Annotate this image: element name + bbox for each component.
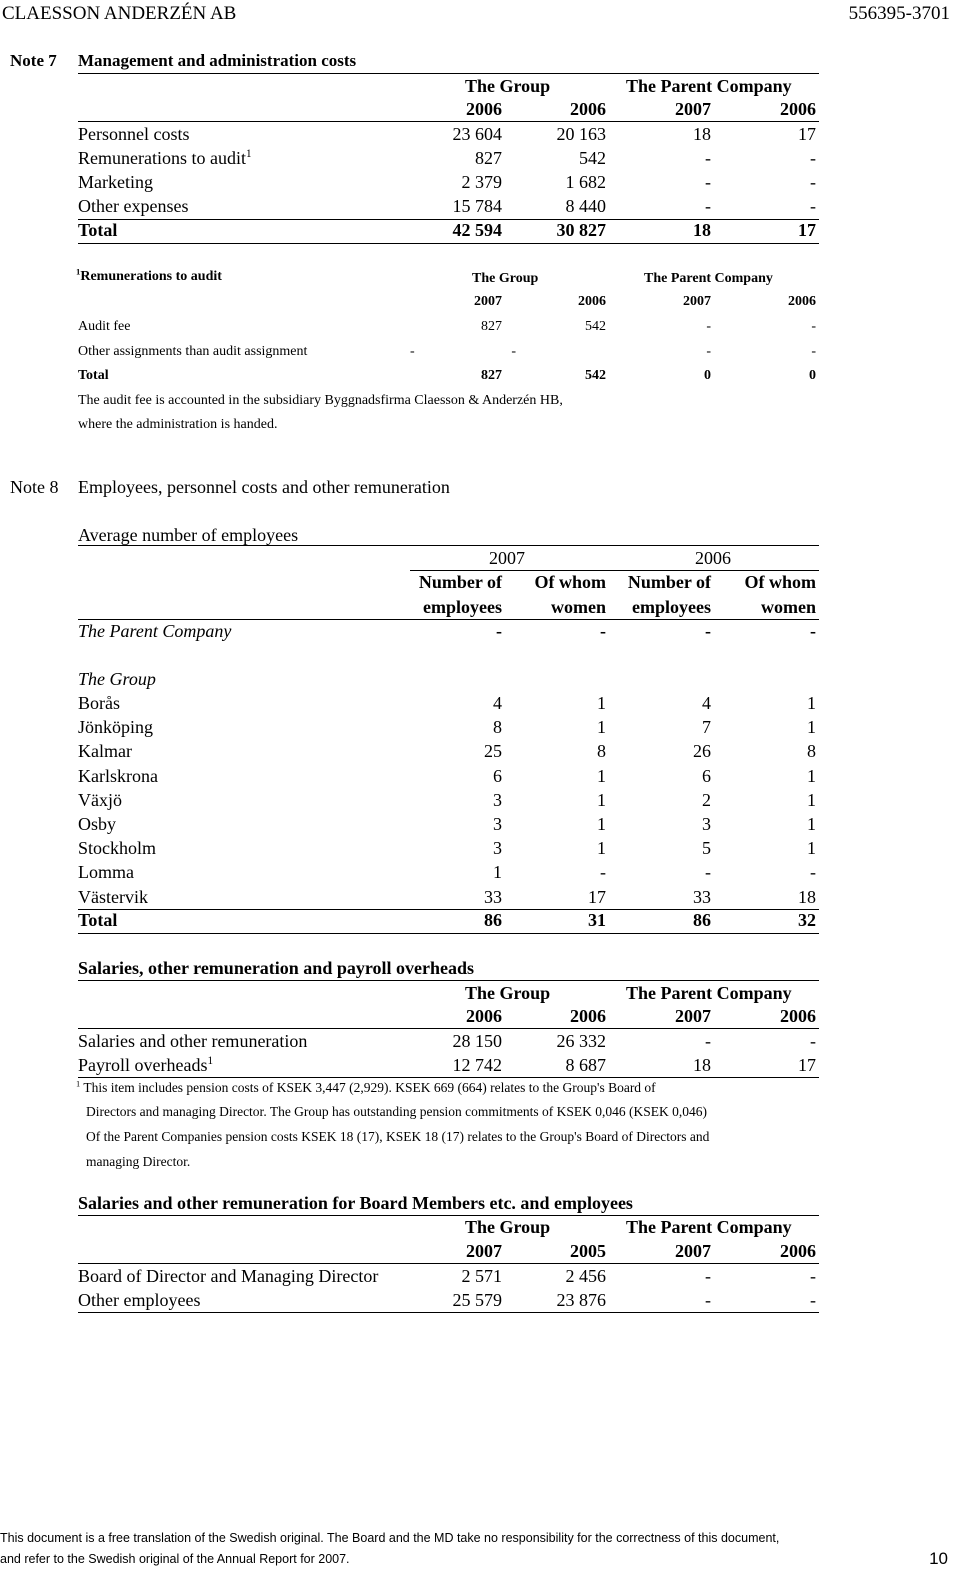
cell: 23 876 xyxy=(556,1290,606,1310)
row-label: Other assignments than audit assignment xyxy=(78,344,308,359)
cell: 1 682 xyxy=(565,172,606,192)
cell: 18 xyxy=(693,124,711,144)
cell: 542 xyxy=(585,368,606,383)
cell: 827 xyxy=(481,319,502,334)
employees-year-2006: 2006 xyxy=(695,548,731,568)
audit-group-heading: The Group xyxy=(472,271,539,286)
audit-note-line: where the administration is handed. xyxy=(78,417,278,432)
cell: 0 xyxy=(809,368,816,383)
cell: 827 xyxy=(475,148,502,168)
cell: - xyxy=(705,621,711,641)
row-label: Växjö xyxy=(78,789,122,810)
cell: 1 xyxy=(807,717,816,738)
row-label: Stockholm xyxy=(78,838,157,859)
cell: 3 xyxy=(702,814,711,834)
cell: 8 xyxy=(493,717,502,738)
cell: 1 xyxy=(597,765,606,786)
salaries-year-col2: 2006 xyxy=(570,1006,606,1026)
footnote-marker: 1 xyxy=(207,1055,214,1067)
cell: - xyxy=(410,344,415,359)
cell: 42 594 xyxy=(452,220,502,240)
salaries-year-col1: 2006 xyxy=(466,1006,502,1026)
row-label: Karlskrona xyxy=(78,765,158,786)
salaries-title: Salaries, other remuneration and payroll overheads xyxy=(78,958,474,978)
cell: - xyxy=(810,148,816,168)
cell: 8 687 xyxy=(565,1055,606,1075)
cell: 12 742 xyxy=(452,1055,502,1075)
board-group-heading: The Group xyxy=(465,1217,551,1237)
cell: - xyxy=(705,1266,711,1286)
cell: - xyxy=(810,172,816,192)
row-label: Lomma xyxy=(78,862,134,883)
cell: 1 xyxy=(597,838,606,859)
cell: 25 xyxy=(484,741,502,762)
cell: 542 xyxy=(585,319,606,334)
audit-year-col4: 2006 xyxy=(788,294,816,309)
cell: - xyxy=(705,196,711,216)
cell: 2 456 xyxy=(565,1266,606,1286)
salaries-header-rule xyxy=(78,1028,819,1029)
cell: - xyxy=(810,1266,816,1286)
cell: 8 440 xyxy=(565,196,606,216)
employees-col1-line2: employees xyxy=(423,597,502,617)
board-header-rule xyxy=(78,1263,819,1264)
row-label: Borås xyxy=(78,693,120,713)
salaries-year-col4: 2006 xyxy=(780,1006,816,1026)
row-label: Board of Director and Managing Director xyxy=(78,1266,379,1286)
employees-col3-line1: Number of xyxy=(627,572,711,592)
row-label: Payroll overheads xyxy=(78,1055,208,1075)
row-label: Kalmar xyxy=(78,741,132,762)
audit-title-text: Remunerations to audit xyxy=(80,269,222,284)
note7-title: Management and administration costs xyxy=(78,51,357,70)
employees-col4-line1: Of whom xyxy=(744,572,816,592)
cell: 86 xyxy=(484,910,502,930)
cell: 17 xyxy=(798,124,816,144)
salaries-footnote-line: managing Director. xyxy=(86,1154,191,1169)
board-year-col3: 2007 xyxy=(675,1241,711,1261)
cell: 2 xyxy=(702,789,711,810)
note8-title: Employees, personnel costs and other remuneration xyxy=(78,477,450,497)
salaries-parent-heading: The Parent Company xyxy=(626,983,792,1003)
row-label: Other employees xyxy=(78,1290,201,1310)
cell: 18 xyxy=(798,886,816,907)
audit-note-line: The audit fee is accounted in the subsidiary Byggnadsfirma Claesson & Anderzén HB, xyxy=(78,393,563,408)
cell: 1 xyxy=(597,814,606,834)
cell: 3 xyxy=(493,838,502,859)
company-name: CLAESSON ANDERZÉN AB xyxy=(2,3,237,24)
cell: 1 xyxy=(597,789,606,810)
cell: - xyxy=(496,621,502,641)
cell: 86 xyxy=(693,910,711,930)
note7-year-col1: 2006 xyxy=(466,99,502,119)
audit-parent-heading: The Parent Company xyxy=(644,271,773,286)
cell: 25 579 xyxy=(452,1290,502,1310)
employees-col4-line2: women xyxy=(761,597,816,617)
row-label: Västervik xyxy=(78,886,148,907)
note7-parent-heading: The Parent Company xyxy=(626,76,792,96)
footnote-text: This item includes pension costs of KSEK 3,447 (2,929). KSEK 669 (664) relates to the Group's Board of xyxy=(83,1080,656,1095)
cell: - xyxy=(810,1031,816,1051)
cell: - xyxy=(810,621,816,641)
cell: 3 xyxy=(493,789,502,810)
salaries-bottom-rule xyxy=(78,1077,819,1078)
audit-year-col1: 2007 xyxy=(474,294,502,309)
cell: 4 xyxy=(702,693,711,713)
cell: 7 xyxy=(702,717,711,738)
employees-header-rule xyxy=(78,619,819,620)
row-label: Marketing xyxy=(78,172,153,192)
salaries-year-col3: 2007 xyxy=(675,1006,711,1026)
cell: 1 xyxy=(597,717,606,738)
cell: - xyxy=(810,196,816,216)
employees-col3-line2: employees xyxy=(632,597,711,617)
note7-label: Note 7 xyxy=(10,51,57,70)
note7-year-col3: 2007 xyxy=(675,99,711,119)
cell: 827 xyxy=(481,368,502,383)
employees-year-2007: 2007 xyxy=(489,548,525,568)
employees-col1-line1: Number of xyxy=(418,572,502,592)
cell: 33 xyxy=(484,886,502,907)
salaries-group-heading: The Group xyxy=(465,983,551,1003)
board-year-col2: 2005 xyxy=(570,1241,606,1261)
board-year-col4: 2006 xyxy=(780,1241,816,1261)
employees-col2-line1: Of whom xyxy=(534,572,606,592)
employees-group-label: The Group xyxy=(78,669,156,689)
cell: 18 xyxy=(693,220,711,240)
row-label: Total xyxy=(78,910,118,930)
cell: - xyxy=(600,862,606,883)
cell: 8 xyxy=(597,741,606,762)
cell: 2 571 xyxy=(461,1266,502,1286)
cell: - xyxy=(511,344,516,359)
cell: 1 xyxy=(597,693,606,713)
board-parent-heading: The Parent Company xyxy=(626,1217,792,1237)
row-label: Remunerations to audit xyxy=(78,148,246,168)
row-label: Osby xyxy=(78,814,117,834)
cell: 4 xyxy=(493,693,502,713)
employees-col2-line2: women xyxy=(551,597,606,617)
cell: 6 xyxy=(702,765,711,786)
row-label: Other expenses xyxy=(78,196,189,216)
footer-disclaimer: This document is a free translation of the Swedish original. The Board and the MD take no responsibility for the correctness of this document, xyxy=(0,1531,780,1545)
note7-bottom-rule xyxy=(78,243,819,244)
cell: - xyxy=(810,1290,816,1310)
salaries-footnote-line: Of the Parent Companies pension costs KSEK 18 (17), KSEK 18 (17) relates to the Group's Board of Directors and xyxy=(86,1129,710,1144)
note7-title-rule xyxy=(78,73,819,74)
row-label: Audit fee xyxy=(78,319,131,334)
cell: 26 xyxy=(693,741,711,762)
employees-year-rule xyxy=(410,570,819,571)
cell: - xyxy=(705,172,711,192)
board-year-col1: 2007 xyxy=(466,1241,502,1261)
footnote-marker: 1 xyxy=(76,1079,81,1089)
org-number: 556395-3701 xyxy=(848,3,950,24)
board-title: Salaries and other remuneration for Board Members etc. and employees xyxy=(78,1193,633,1213)
note7-group-heading: The Group xyxy=(465,76,551,96)
row-label: Salaries and other remuneration xyxy=(78,1031,308,1051)
cell: 30 827 xyxy=(556,220,606,240)
cell: - xyxy=(810,862,816,883)
cell: - xyxy=(705,1290,711,1310)
salaries-footnote-line: Directors and managing Director. The Group has outstanding pension commitments of KSEK 0,046 (KSEK 0,046) xyxy=(86,1104,708,1119)
cell: 28 150 xyxy=(452,1031,502,1051)
employees-bottom-rule xyxy=(78,933,819,934)
cell: 1 xyxy=(807,765,816,786)
audit-year-col2: 2006 xyxy=(578,294,606,309)
salaries-footnote xyxy=(76,1080,656,1096)
cell: 2 379 xyxy=(461,172,502,192)
note7-year-col2: 2006 xyxy=(570,99,606,119)
cell: - xyxy=(811,344,816,359)
note7-header-rule xyxy=(78,121,819,122)
audit-year-col3: 2007 xyxy=(683,294,711,309)
cell: 17 xyxy=(588,886,606,907)
cell: - xyxy=(706,344,711,359)
cell: 17 xyxy=(798,1055,816,1075)
cell: 3 xyxy=(493,814,502,834)
cell: - xyxy=(705,148,711,168)
employees-title-rule xyxy=(78,545,819,546)
cell: 31 xyxy=(588,910,606,930)
audit-title xyxy=(76,266,222,285)
footnote-marker: 1 xyxy=(245,148,252,160)
cell: 542 xyxy=(579,148,606,168)
cell: 1 xyxy=(807,838,816,859)
cell: 1 xyxy=(807,789,816,810)
footer-disclaimer: and refer to the Swedish original of the Annual Report for 2007. xyxy=(0,1552,350,1566)
footnote-marker: 1 xyxy=(76,266,81,277)
row-label: Total xyxy=(78,368,109,383)
cell: 26 332 xyxy=(556,1031,606,1051)
row-label: The Parent Company xyxy=(78,621,232,641)
row-label: Personnel costs xyxy=(78,124,190,144)
note7-year-col4: 2006 xyxy=(780,99,816,119)
cell: - xyxy=(705,862,711,883)
board-title-rule xyxy=(78,1215,819,1216)
cell: 15 784 xyxy=(452,196,502,216)
cell: 1 xyxy=(493,862,502,883)
cell: 23 604 xyxy=(452,124,502,144)
cell: - xyxy=(705,1031,711,1051)
cell: 17 xyxy=(798,220,816,240)
cell: 8 xyxy=(807,741,816,762)
row-label: Total xyxy=(78,220,118,240)
board-bottom-rule xyxy=(78,1312,819,1313)
cell: 18 xyxy=(693,1055,711,1075)
cell: 32 xyxy=(798,910,816,930)
cell: - xyxy=(811,319,816,334)
page-number: 10 xyxy=(929,1549,948,1568)
cell: 1 xyxy=(807,693,816,713)
cell: 1 xyxy=(807,814,816,834)
cell: - xyxy=(600,621,606,641)
cell: 6 xyxy=(493,765,502,786)
note8-label: Note 8 xyxy=(10,477,59,497)
cell: 5 xyxy=(702,838,711,859)
cell: 33 xyxy=(693,886,711,907)
employees-title: Average number of employees xyxy=(78,525,299,545)
cell: 0 xyxy=(704,368,711,383)
cell: 20 163 xyxy=(556,124,606,144)
salaries-title-rule xyxy=(78,980,819,981)
row-label: Jönköping xyxy=(78,717,154,738)
cell: - xyxy=(706,319,711,334)
